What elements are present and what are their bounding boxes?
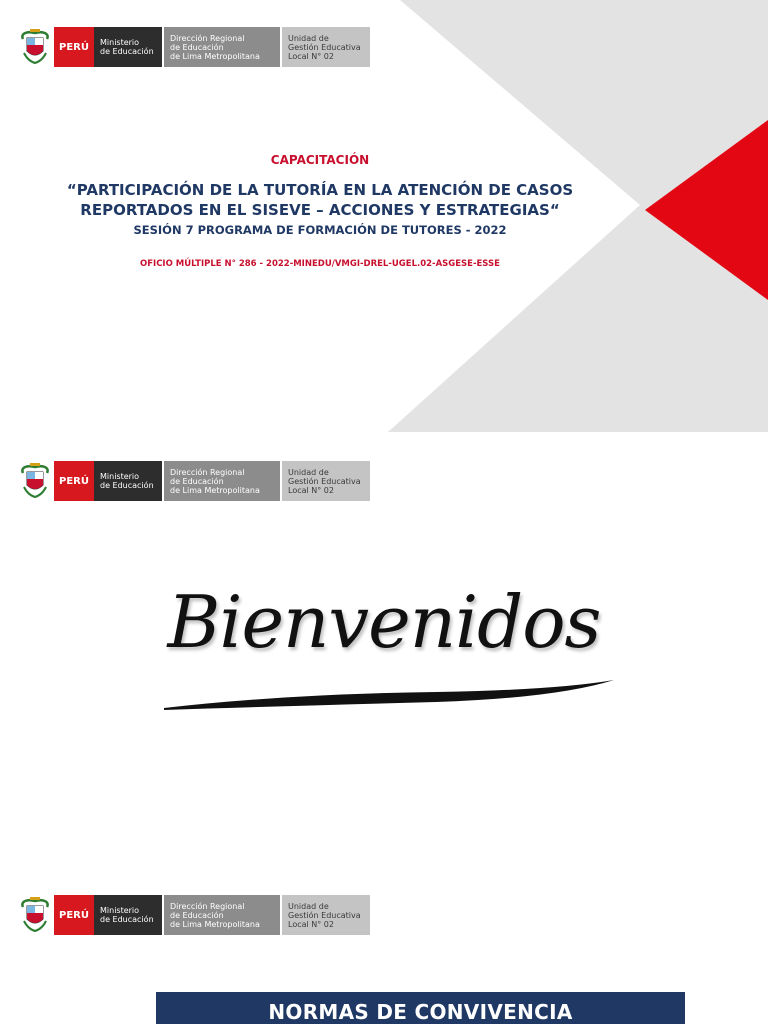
logo-band-text: Gestión Educativa: [288, 476, 361, 486]
ministerio-label: [94, 895, 162, 935]
logo-band-text: de Lima Metropolitana: [170, 485, 260, 495]
ugel-label: [282, 895, 370, 935]
logo-band-text: Gestión Educativa: [288, 42, 361, 52]
slide-title-line1: “PARTICIPACIÓN DE LA TUTORÍA EN LA ATENCIÓN DE CASOS: [66, 181, 574, 199]
peru-label: PERÚ: [54, 461, 94, 501]
logo-band-text: de Educación: [170, 476, 224, 486]
welcome-heading: Bienvenidos: [167, 580, 601, 664]
direccion-regional-label: [164, 461, 280, 501]
peru-coat-of-arms-icon: [18, 895, 52, 935]
underline-swoosh: [136, 672, 632, 722]
peru-label: PERÚ: [54, 895, 94, 935]
logo-band-text: de Educación: [100, 915, 154, 924]
capacitacion-label: CAPACITACIÓN: [270, 153, 370, 167]
logo-band-text: Unidad de: [288, 901, 329, 911]
logo-band-text: de Lima Metropolitana: [170, 919, 260, 929]
header-logo-band: [18, 27, 370, 67]
ministerio-label: [94, 461, 162, 501]
logo-band-text: de Educación: [100, 47, 154, 56]
slide-bienvenidos: [0, 432, 768, 866]
slide-capacitacion: [0, 0, 768, 432]
logo-band-text: de Lima Metropolitana: [170, 51, 260, 61]
peru-label: PERÚ: [54, 27, 94, 67]
welcome-graphic: [136, 580, 632, 720]
logo-band-text: Dirección Regional: [170, 33, 245, 43]
logo-band-text: Dirección Regional: [170, 901, 245, 911]
logo-band-text: Local N° 02: [288, 51, 334, 61]
ugel-label: [282, 461, 370, 501]
slide-normas: [0, 866, 768, 1024]
session-subtitle: SESIÓN 7 PROGRAMA DE FORMACIÓN DE TUTORES - 2022: [133, 223, 507, 237]
peru-coat-of-arms-icon: [18, 27, 52, 67]
logo-band-text: de Educación: [170, 910, 224, 920]
ministerio-label: [94, 27, 162, 67]
peru-coat-of-arms-icon: [18, 461, 52, 501]
logo-band-text: Local N° 02: [288, 919, 334, 929]
header-logo-band: [18, 895, 370, 935]
logo-band-text: Ministerio: [100, 38, 140, 47]
logo-band-text: Ministerio: [100, 472, 140, 481]
direccion-regional-label: [164, 27, 280, 67]
ugel-label: [282, 27, 370, 67]
logo-band-text: de Educación: [100, 481, 154, 490]
slide-title-line2: REPORTADOS EN EL SISEVE – ACCIONES Y ESTRATEGIAS“: [80, 201, 560, 219]
logo-band-text: de Educación: [170, 42, 224, 52]
logo-band-text: Unidad de: [288, 467, 329, 477]
logo-band-text: Gestión Educativa: [288, 910, 361, 920]
logo-band-text: Dirección Regional: [170, 467, 245, 477]
header-logo-band: [18, 461, 370, 501]
logo-band-text: Local N° 02: [288, 485, 334, 495]
direccion-regional-label: [164, 895, 280, 935]
normas-banner: NORMAS DE CONVIVENCIA: [156, 992, 685, 1024]
slide-title: [0, 180, 640, 220]
logo-band-text: Unidad de: [288, 33, 329, 43]
oficio-reference: OFICIO MÚLTIPLE N° 286 - 2022-MINEDU/VMGI-DREL-UGEL.02-ASGESE-ESSE: [140, 259, 500, 269]
logo-band-text: Ministerio: [100, 906, 140, 915]
